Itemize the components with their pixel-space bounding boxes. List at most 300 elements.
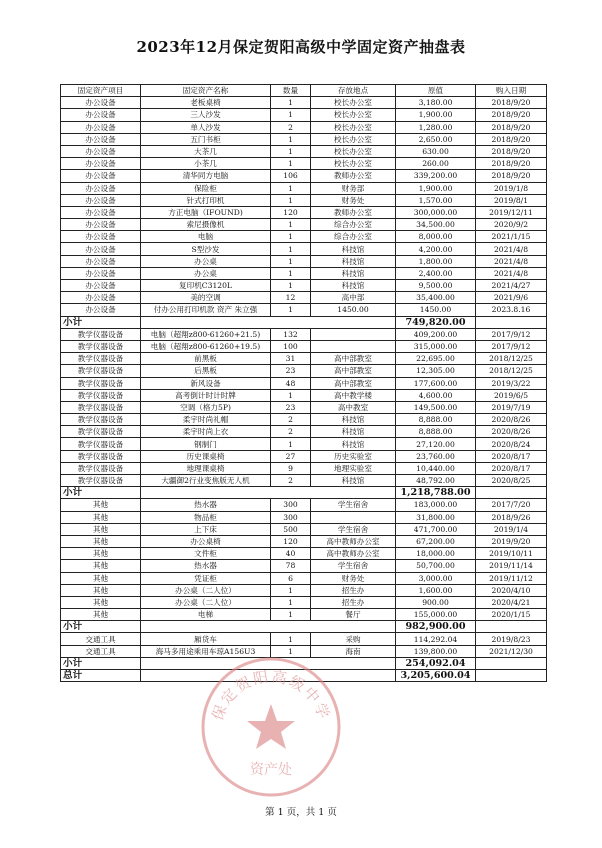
cell-date: 2021/12/30 — [476, 645, 547, 657]
cell-quantity: 1 — [271, 219, 311, 231]
cell-category: 教学仪器设备 — [61, 328, 141, 340]
cell-category: 办公设备 — [61, 280, 141, 292]
cell-quantity: 1 — [271, 194, 311, 206]
cell-name: 高考倒计时计时牌 — [141, 389, 271, 401]
table-row — [61, 389, 547, 401]
cell-name: 办公桌椅 — [141, 535, 271, 547]
cell-location: 科技馆 — [311, 255, 396, 267]
cell-name: 凭证柜 — [141, 572, 271, 584]
cell-date: 2020/8/26 — [476, 414, 547, 426]
cell-name: 五门书柜 — [141, 133, 271, 145]
cell-category: 教学仪器设备 — [61, 414, 141, 426]
table-row — [61, 584, 547, 596]
table-row — [61, 572, 547, 584]
cell-category: 其他 — [61, 609, 141, 621]
cell-name: 海马多用途乘用车琼A156U3 — [141, 645, 271, 657]
cell-date: 2019/6/5 — [476, 389, 547, 401]
cell-location: 采购 — [311, 633, 396, 645]
cell-location: 财务处 — [311, 194, 396, 206]
cell-quantity: 6 — [271, 572, 311, 584]
subtotal-row — [61, 621, 547, 633]
table-row — [61, 560, 547, 572]
table-row — [61, 182, 547, 194]
cell-quantity: 120 — [271, 535, 311, 547]
cell-value: 4,600.00 — [396, 389, 476, 401]
cell-name: 文件柜 — [141, 548, 271, 560]
cell-value: 4,200.00 — [396, 243, 476, 255]
cell-quantity: 27 — [271, 450, 311, 462]
cell-location: 高中部教室 — [311, 365, 396, 377]
cell-location: 招生办 — [311, 596, 396, 608]
cell-category: 教学仪器设备 — [61, 475, 141, 487]
cell-quantity: 120 — [271, 206, 311, 218]
cell-location: 地理实验室 — [311, 462, 396, 474]
cell-location: 教师办公室 — [311, 170, 396, 182]
cell-name: 后黑板 — [141, 365, 271, 377]
cell-quantity: 106 — [271, 170, 311, 182]
cell-category: 办公设备 — [61, 219, 141, 231]
table-row — [61, 450, 547, 462]
table-row — [61, 596, 547, 608]
cell-name: 上下床 — [141, 523, 271, 535]
subtotal-label: 小计 — [61, 621, 141, 633]
cell-quantity: 2 — [271, 414, 311, 426]
cell-quantity: 1 — [271, 584, 311, 596]
total-label: 总计 — [61, 670, 141, 682]
table-row — [61, 158, 547, 170]
cell-name: 单人沙发 — [141, 121, 271, 133]
cell-date: 2020/4/10 — [476, 584, 547, 596]
table-row — [61, 219, 547, 231]
cell-value: 900.00 — [396, 596, 476, 608]
star-icon — [247, 704, 295, 749]
cell-location: 财务处 — [311, 572, 396, 584]
cell-name: 老板桌椅 — [141, 97, 271, 109]
cell-date: 2021/9/6 — [476, 292, 547, 304]
empty-cell — [476, 621, 547, 633]
seal-ring-text: 保定贺阳高级中学 — [208, 667, 334, 723]
cell-location — [311, 511, 396, 523]
cell-quantity: 1 — [271, 596, 311, 608]
cell-name: 物品柜 — [141, 511, 271, 523]
empty-cell — [141, 487, 396, 499]
table-row — [61, 499, 547, 511]
table-row — [61, 438, 547, 450]
cell-name: 地理课桌椅 — [141, 462, 271, 474]
table-row — [61, 365, 547, 377]
cell-quantity: 300 — [271, 499, 311, 511]
cell-value: 27,120.00 — [396, 438, 476, 450]
table-row — [61, 401, 547, 413]
cell-value: 149,500.00 — [396, 401, 476, 413]
cell-category: 办公设备 — [61, 255, 141, 267]
header-name: 固定资产名称 — [141, 85, 271, 97]
cell-category: 办公设备 — [61, 231, 141, 243]
cell-value: 3,180.00 — [396, 97, 476, 109]
cell-value: 8,000.00 — [396, 231, 476, 243]
cell-location — [311, 328, 396, 340]
cell-category: 办公设备 — [61, 158, 141, 170]
cell-value: 315,000.00 — [396, 340, 476, 352]
cell-date: 2018/9/26 — [476, 511, 547, 523]
cell-name: 电脑（超翔z800-61260+21.5) — [141, 328, 271, 340]
cell-name: 三人沙发 — [141, 109, 271, 121]
cell-location: 科技馆 — [311, 438, 396, 450]
table-row — [61, 267, 547, 279]
cell-category: 交通工具 — [61, 645, 141, 657]
cell-value: 1,570.00 — [396, 194, 476, 206]
cell-value: 177,600.00 — [396, 377, 476, 389]
cell-quantity: 48 — [271, 377, 311, 389]
table-row — [61, 255, 547, 267]
empty-cell — [141, 670, 396, 682]
cell-date: 2018/9/20 — [476, 170, 547, 182]
table-header-row — [61, 85, 547, 97]
cell-category: 教学仪器设备 — [61, 377, 141, 389]
cell-date: 2018/9/20 — [476, 145, 547, 157]
cell-name: 柔宇时尚上衣 — [141, 426, 271, 438]
cell-date: 2019/9/20 — [476, 535, 547, 547]
cell-quantity: 9 — [271, 462, 311, 474]
cell-name: 付办公用打印机款 资产 朱立强 — [141, 304, 271, 316]
cell-category: 办公设备 — [61, 97, 141, 109]
cell-quantity: 1 — [271, 633, 311, 645]
cell-value: 1450.00 — [396, 304, 476, 316]
cell-name: 电梯 — [141, 609, 271, 621]
cell-value: 31,800.00 — [396, 511, 476, 523]
table-row — [61, 243, 547, 255]
cell-category: 办公设备 — [61, 121, 141, 133]
cell-quantity: 1 — [271, 231, 311, 243]
cell-date: 2019/7/19 — [476, 401, 547, 413]
cell-quantity: 1 — [271, 243, 311, 255]
cell-location: 学生宿舍 — [311, 499, 396, 511]
cell-date: 2020/8/17 — [476, 462, 547, 474]
cell-category: 教学仪器设备 — [61, 438, 141, 450]
cell-location: 历史实验室 — [311, 450, 396, 462]
subtotal-value: 749,820.00 — [396, 316, 476, 328]
cell-quantity: 1 — [271, 267, 311, 279]
cell-date: 2018/9/20 — [476, 109, 547, 121]
cell-category: 办公设备 — [61, 304, 141, 316]
total-value: 3,205,600.04 — [396, 670, 476, 682]
cell-date: 2019/11/12 — [476, 572, 547, 584]
cell-date: 2019/8/23 — [476, 633, 547, 645]
cell-category: 教学仪器设备 — [61, 365, 141, 377]
subtotal-label: 小计 — [61, 487, 141, 499]
cell-category: 办公设备 — [61, 170, 141, 182]
cell-location: 学生宿舍 — [311, 523, 396, 535]
header-quantity: 数量 — [271, 85, 311, 97]
cell-value: 114,292.04 — [396, 633, 476, 645]
cell-category: 办公设备 — [61, 182, 141, 194]
table-row — [61, 633, 547, 645]
cell-quantity: 1 — [271, 97, 311, 109]
cell-date: 2021/4/8 — [476, 243, 547, 255]
cell-value: 8,888.00 — [396, 414, 476, 426]
cell-quantity: 2 — [271, 475, 311, 487]
cell-quantity: 2 — [271, 121, 311, 133]
subtotal-label: 小计 — [61, 657, 141, 669]
cell-quantity: 300 — [271, 511, 311, 523]
cell-date: 2018/9/20 — [476, 121, 547, 133]
cell-quantity: 1 — [271, 438, 311, 450]
cell-name: 清华同方电脑 — [141, 170, 271, 182]
cell-date: 2019/8/1 — [476, 194, 547, 206]
cell-value: 1,900.00 — [396, 109, 476, 121]
cell-name: 电脑（超翔z800-61260+19.5) — [141, 340, 271, 352]
cell-location: 高中教学楼 — [311, 389, 396, 401]
cell-name: 办公桌 — [141, 267, 271, 279]
subtotal-label: 小计 — [61, 316, 141, 328]
subtotal-value: 1,218,788.00 — [396, 487, 476, 499]
subtotal-value: 254,092.04 — [396, 657, 476, 669]
cell-date: 2019/1/8 — [476, 182, 547, 194]
table-row — [61, 133, 547, 145]
cell-date: 2017/9/12 — [476, 328, 547, 340]
cell-quantity: 1 — [271, 133, 311, 145]
cell-value: 18,000.00 — [396, 548, 476, 560]
cell-value: 155,000.00 — [396, 609, 476, 621]
cell-category: 办公设备 — [61, 194, 141, 206]
header-location: 存放地点 — [311, 85, 396, 97]
cell-category: 教学仪器设备 — [61, 450, 141, 462]
empty-cell — [476, 316, 547, 328]
cell-location: 财务部 — [311, 182, 396, 194]
cell-location: 高中部教室 — [311, 377, 396, 389]
cell-date: 2018/9/20 — [476, 97, 547, 109]
cell-date: 2019/3/22 — [476, 377, 547, 389]
cell-value: 300,000.00 — [396, 206, 476, 218]
cell-value: 471,700.00 — [396, 523, 476, 535]
table-row — [61, 645, 547, 657]
cell-name: 大茶几 — [141, 145, 271, 157]
cell-quantity: 1 — [271, 280, 311, 292]
cell-quantity: 1 — [271, 304, 311, 316]
cell-category: 办公设备 — [61, 206, 141, 218]
cell-location: 高中教室 — [311, 401, 396, 413]
cell-name: 美的空调 — [141, 292, 271, 304]
table-row — [61, 121, 547, 133]
cell-category: 其他 — [61, 523, 141, 535]
cell-value: 2,400.00 — [396, 267, 476, 279]
cell-category: 教学仪器设备 — [61, 462, 141, 474]
cell-name: 钢制门 — [141, 438, 271, 450]
cell-category: 办公设备 — [61, 243, 141, 255]
cell-date: 2020/8/24 — [476, 438, 547, 450]
table-row — [61, 328, 547, 340]
cell-location: 校长办公室 — [311, 109, 396, 121]
cell-location: 高中部 — [311, 292, 396, 304]
cell-category: 办公设备 — [61, 133, 141, 145]
empty-cell — [141, 657, 396, 669]
table-row — [61, 414, 547, 426]
cell-name: 热水器 — [141, 560, 271, 572]
cell-category: 教学仪器设备 — [61, 426, 141, 438]
header-category: 固定资产项目 — [61, 85, 141, 97]
cell-date: 2018/9/20 — [476, 133, 547, 145]
cell-quantity: 100 — [271, 340, 311, 352]
cell-category: 其他 — [61, 548, 141, 560]
cell-location: 海南 — [311, 645, 396, 657]
cell-name: 热水器 — [141, 499, 271, 511]
table-row — [61, 280, 547, 292]
cell-date: 2020/9/2 — [476, 219, 547, 231]
cell-name: 厢货车 — [141, 633, 271, 645]
subtotal-row — [61, 316, 547, 328]
total-row — [61, 670, 547, 682]
cell-location: 科技馆 — [311, 280, 396, 292]
cell-value: 22,695.00 — [396, 353, 476, 365]
table-row — [61, 145, 547, 157]
empty-cell — [476, 670, 547, 682]
page-title: 2023年12月保定贺阳高级中学固定资产抽盘表 — [136, 38, 466, 56]
cell-location: 教师办公室 — [311, 206, 396, 218]
cell-value: 139,800.00 — [396, 645, 476, 657]
cell-date: 2021/4/8 — [476, 255, 547, 267]
cell-category: 教学仪器设备 — [61, 353, 141, 365]
cell-value: 48,792.00 — [396, 475, 476, 487]
cell-value: 260.00 — [396, 158, 476, 170]
cell-location: 综合办公室 — [311, 231, 396, 243]
cell-name: 大疆御2行业变焦版无人机 — [141, 475, 271, 487]
cell-quantity: 1 — [271, 158, 311, 170]
cell-category: 交通工具 — [61, 633, 141, 645]
cell-name: 柔宇时尚礼帽 — [141, 414, 271, 426]
empty-cell — [476, 657, 547, 669]
cell-value: 630.00 — [396, 145, 476, 157]
cell-quantity: 40 — [271, 548, 311, 560]
cell-quantity: 1 — [271, 609, 311, 621]
cell-category: 办公设备 — [61, 267, 141, 279]
cell-value: 9,500.00 — [396, 280, 476, 292]
cell-value: 67,200.00 — [396, 535, 476, 547]
cell-quantity: 132 — [271, 328, 311, 340]
cell-date: 2020/4/21 — [476, 596, 547, 608]
table-row — [61, 206, 547, 218]
cell-location: 校长办公室 — [311, 133, 396, 145]
cell-date: 2019/10/11 — [476, 548, 547, 560]
cell-date: 2020/1/15 — [476, 609, 547, 621]
cell-quantity: 78 — [271, 560, 311, 572]
cell-date: 2017/7/20 — [476, 499, 547, 511]
asset-table — [60, 84, 547, 682]
cell-location: 科技馆 — [311, 426, 396, 438]
cell-name: S型沙发 — [141, 243, 271, 255]
cell-location: 高中教师办公室 — [311, 535, 396, 547]
table-row — [61, 426, 547, 438]
table-row — [61, 353, 547, 365]
cell-category: 其他 — [61, 560, 141, 572]
cell-value: 23,760.00 — [396, 450, 476, 462]
table-row — [61, 340, 547, 352]
table-row — [61, 535, 547, 547]
cell-category: 办公设备 — [61, 145, 141, 157]
cell-location: 校长办公室 — [311, 158, 396, 170]
cell-date: 2021/4/8 — [476, 267, 547, 279]
cell-name: 前黑板 — [141, 353, 271, 365]
cell-value: 50,700.00 — [396, 560, 476, 572]
cell-category: 教学仪器设备 — [61, 340, 141, 352]
cell-name: 方正电脑（IFOUND) — [141, 206, 271, 218]
cell-category: 教学仪器设备 — [61, 401, 141, 413]
header-date: 购入日期 — [476, 85, 547, 97]
cell-location: 校长办公室 — [311, 121, 396, 133]
cell-value: 12,305.00 — [396, 365, 476, 377]
subtotal-row — [61, 487, 547, 499]
cell-name: 新风设备 — [141, 377, 271, 389]
table-row — [61, 231, 547, 243]
cell-location: 学生宿舍 — [311, 560, 396, 572]
cell-category: 教学仪器设备 — [61, 389, 141, 401]
empty-cell — [141, 316, 396, 328]
cell-name: 办公桌（二人位） — [141, 584, 271, 596]
table-row — [61, 170, 547, 182]
cell-value: 1,280.00 — [396, 121, 476, 133]
cell-category: 其他 — [61, 499, 141, 511]
cell-value: 409,200.00 — [396, 328, 476, 340]
table-row — [61, 97, 547, 109]
cell-name: 办公桌（二人位） — [141, 596, 271, 608]
page-footer: 第 1 页，共 1 页 — [265, 807, 337, 818]
cell-date: 2017/9/12 — [476, 340, 547, 352]
cell-name: 小茶几 — [141, 158, 271, 170]
empty-cell — [141, 621, 396, 633]
cell-name: 复印机C3120L — [141, 280, 271, 292]
cell-location: 校长办公室 — [311, 145, 396, 157]
cell-quantity: 23 — [271, 401, 311, 413]
cell-date: 2018/12/25 — [476, 353, 547, 365]
empty-cell — [476, 487, 547, 499]
cell-location: 科技馆 — [311, 475, 396, 487]
cell-date: 2021/1/15 — [476, 231, 547, 243]
cell-location: 高中教师办公室 — [311, 548, 396, 560]
cell-quantity: 1 — [271, 109, 311, 121]
cell-category: 其他 — [61, 511, 141, 523]
cell-value: 2,650.00 — [396, 133, 476, 145]
table-row — [61, 462, 547, 474]
cell-location: 餐厅 — [311, 609, 396, 621]
cell-date: 2019/1/4 — [476, 523, 547, 535]
cell-value: 1,800.00 — [396, 255, 476, 267]
cell-date: 2019/11/14 — [476, 560, 547, 572]
cell-quantity: 23 — [271, 365, 311, 377]
cell-location: 综合办公室 — [311, 219, 396, 231]
cell-category: 其他 — [61, 584, 141, 596]
cell-quantity: 1 — [271, 145, 311, 157]
cell-quantity: 1 — [271, 645, 311, 657]
cell-quantity: 1 — [271, 389, 311, 401]
cell-category: 办公设备 — [61, 292, 141, 304]
cell-name: 办公桌 — [141, 255, 271, 267]
cell-category: 其他 — [61, 596, 141, 608]
cell-location: 招生办 — [311, 584, 396, 596]
cell-date: 2019/12/11 — [476, 206, 547, 218]
cell-name: 保险柜 — [141, 182, 271, 194]
cell-value: 34,500.00 — [396, 219, 476, 231]
cell-location — [311, 340, 396, 352]
cell-date: 2023.8.16 — [476, 304, 547, 316]
asset-table-body — [61, 85, 547, 682]
cell-location: 校长办公室 — [311, 97, 396, 109]
cell-quantity: 1 — [271, 255, 311, 267]
cell-date: 2020/8/17 — [476, 450, 547, 462]
cell-location: 科技馆 — [311, 414, 396, 426]
table-row — [61, 511, 547, 523]
table-row — [61, 523, 547, 535]
seal-center-text: 资产处 — [250, 762, 292, 778]
cell-date: 2020/8/26 — [476, 426, 547, 438]
